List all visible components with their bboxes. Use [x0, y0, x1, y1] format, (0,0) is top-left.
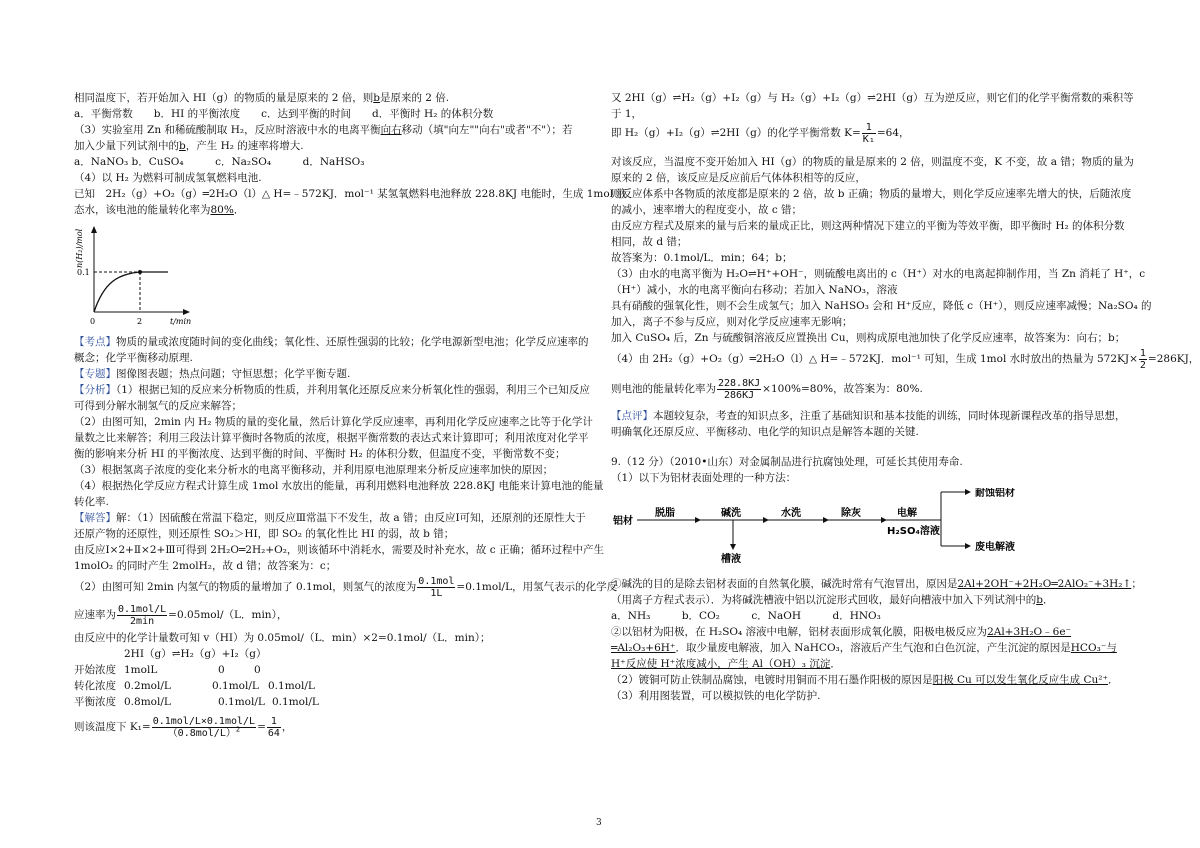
text-line: a．NH₃ b．CO₂ c．NaOH d．HNO₃: [611, 610, 881, 622]
text-line: 又 2HI（g）⇌H₂（g）+I₂（g）与 H₂（g）+I₂（g）⇌2HI（g）互为逆反应，则它们的化学平衡常数的乘积等: [611, 92, 1134, 104]
text-line: 则该温度下 K₁= $\frac{\text{0.1mol/L×0.1mol/L}}{(0.8mol/L)^2}$ = $\frac{1}{64}$ ，: [74, 715, 293, 739]
text-line: （3）利用图装置，可以模拟铁的电化学防护.: [611, 690, 821, 702]
text-line: 【点评】本题较复杂，考查的知识点多，注重了基础知识和基本技能的训练，同时体现新课程改革的指导思想，: [611, 410, 1126, 422]
text-line: 的减小，速率增大的程度变小，故 c 错；: [611, 204, 803, 216]
y-tick: 0.1: [77, 268, 90, 277]
text-line: a．平衡常数 b．HI 的平衡浓度 c．达到平衡的时间 d．平衡时 H₂ 的体积分数: [74, 108, 494, 120]
text-line: （3）实验室用 Zn 和稀硫酸制取 H₂，反应时溶液中水的电离平衡向右移动（填"向左""向右"或者"不"）；若: [74, 124, 573, 136]
text-line: 加入 CuSO₄ 后，Zn 与硫酸铜溶液反应置换出 Cu，则构成原电池加快了化学反应速率，故答案为：向右；b；: [611, 332, 1126, 344]
flow-waste: 槽液: [721, 554, 741, 565]
x-tick: 2: [137, 317, 143, 326]
answer: H⁺反应使 H⁺浓度减小，产生 Al（OH）₃ 沉淀: [611, 658, 831, 670]
text-line: H⁺反应使 H⁺浓度减小，产生 Al（OH）₃ 沉淀．: [611, 658, 841, 670]
text-line: 还原产物的还原性，则还原性 SO₂＞HI，即 SO₂ 的氧化性比 HI 的弱，故 b 错；: [74, 528, 455, 540]
text-line: ①碱洗的目的是除去铝材表面的自然氧化膜，碱洗时常有气泡冒出，原因是2Al+2OH⁻+2H₂O═2AlO₂⁻+3H₂↑；: [611, 578, 1142, 590]
text-line: 【专题】图像图表题；热点问题；守恒思想；化学平衡专题.: [74, 368, 351, 380]
table-cell: 0: [218, 664, 225, 676]
fraction: $\frac{\text{0.1mol/L}}{2\min}$: [118, 603, 167, 627]
table-cell: 0.8mol/L: [124, 696, 171, 708]
text-line: 相同温度下，若开始加入 HI（g）的物质的量是原来的 2 倍，则b是原来的 2 倍.: [74, 92, 450, 104]
text-line: 则电池的能量转化率为 $\frac{228.8KJ}{286KJ}$ ×100%=80%，故答案为：80%.: [611, 377, 923, 401]
row-label: 平衡浓度: [74, 696, 116, 708]
answer: 2Al+3H₂O﹣6e⁻: [987, 626, 1072, 638]
text-line: 由反应方程式及原来的量与后来的量成正比，则这两种情况下建立的平衡为等效平衡，即平衡时 H₂ 的体积分数: [611, 220, 1125, 232]
point: [138, 270, 142, 274]
process-flow-diagram: [611, 488, 1031, 566]
text-line: 加入，离子不参与反应，则对化学反应速率无影响；: [611, 316, 853, 328]
flow-step: 脱脂: [655, 508, 675, 519]
text-line: a．NaNO₃ b．CuSO₄ c．Na₂SO₄ d．NaHSO₃: [74, 156, 365, 168]
x-origin: 0: [90, 317, 96, 326]
table-cell: 0: [254, 664, 261, 676]
text-line: （用离子方程式表示）．为将碱洗槽液中铝以沉淀形式回收，最好向槽液中加入下列试剂中的b．: [611, 594, 1054, 606]
text-line: 具有硝酸的强氧化性，则不会生成氢气；加入 NaHSO₃ 会和 H⁺反应，降低 c（H⁺），则反应速率减慢；Na₂SO₄ 的: [611, 300, 1152, 312]
text-line: 明确氧化还原反应、平衡移动、电化学的知识点是解答本题的关键.: [611, 426, 919, 438]
fraction: $\frac{1}{2}$: [1139, 347, 1146, 371]
answer: b: [373, 92, 380, 104]
text-line: 【分析】（1）根据已知的反应来分析物质的性质，并利用氧化还原反应来分析氧化性的强弱，利用三个已知反应: [74, 384, 590, 396]
table-cell: 0.2mol/L: [124, 680, 171, 692]
zhuanti-tag: 【专题】: [74, 368, 116, 380]
text-line: （2）由图可知，2min 内 H₂ 物质的量的变化量，然后计算化学反应速率，再利用化学反应速率之比等于化学计: [74, 416, 593, 428]
text-line: （2）镀铜可防止铁制品腐蚀，电镀时用铜而不用石墨作阳极的原因是阳极 Cu 可以发生氧化反应生成 Cu²⁺．: [611, 674, 1119, 686]
answer: b: [1036, 594, 1043, 606]
text-line: 概念；化学平衡移动原理.: [74, 352, 193, 364]
text-line: （3）根据氢离子浓度的变化来分析水的电离平衡移动，并利用原电池原理来分析反应速率加快的原因；: [74, 464, 554, 476]
answer: 2Al+2OH⁻+2H₂O═2AlO₂⁻+3H₂↑: [957, 578, 1132, 590]
row-label: 转化浓度: [74, 680, 116, 692]
fraction: $\frac{1}{64}$: [267, 715, 280, 739]
fraction: $\frac{\text{0.1mol/L×0.1mol/L}}{(0.8mol/L)^2}$: [152, 715, 256, 739]
text-line: （4）由 2H₂（g）+O₂（g）═2H₂O（l）△ H=﹣572KJ．mol⁻¹ 可知，生成 1mol 水时放出的热量为 572KJ× $\frac{1}{2}$ =286KJ，: [611, 347, 1200, 371]
text-line: 对该反应，当温度不变开始加入 HI（g）的物质的量是原来的 2 倍，则温度不变，K 不变，故 a 错；物质的量为: [611, 156, 1134, 168]
curve: [94, 272, 168, 312]
text-line: 应速率为 $\frac{\text{0.1mol/L}}{2\min}$ =0.05mol/（L．min），: [74, 603, 288, 627]
text-line: （2）由图可知 2min 内氢气的物质的量增加了 0.1mol，则氢气的浓度为 $\frac{\text{0.1mol}}{1L}$ =0.1mol/L，用氢气表示的化学反: [74, 575, 618, 599]
text-line: 即 H₂（g）+I₂（g）⇌2HI（g）的化学平衡常数 K= $\frac{1}{\text{K₁}}$ =64，: [611, 121, 910, 145]
answer: 80%: [210, 204, 234, 216]
text-line: （3）由水的电离平衡为 H₂O⇌H⁺+OH⁻，则硫酸电离出的 c（H⁺）对水的电离起抑制作用，当 Zn 消耗了 H⁺，c: [611, 268, 1146, 280]
fraction: $\frac{\text{0.1mol}}{1L}$: [418, 575, 455, 599]
text-line: 相同，故 d 错；: [611, 236, 688, 248]
x-axis-arrow: [183, 309, 190, 315]
text-line: 故答案为：0.1mol/L．min；64；b；: [611, 252, 793, 264]
text-line: ═Al₂O₃+6H⁺．取少量废电解液，加入 NaHCO₃，溶液后产生气泡和白色沉淀，产生沉淀的原因是HCO₃⁻与: [611, 642, 1117, 654]
text-line: （H⁺）减小，水的电离平衡向右移动；若加入 NaNO₃，溶液: [611, 284, 898, 296]
answer: 阳极 Cu 可以发生氧化反应生成 Cu²⁺: [932, 674, 1109, 686]
jieda-tag: 【解答】: [74, 512, 116, 524]
flow-output: 废电解液: [975, 542, 1015, 553]
text-line: （4）以 H₂ 为燃料可制成氢氧燃料电池.: [74, 172, 262, 184]
flow-step-condition: H₂SO₄溶液: [887, 526, 940, 537]
x-label: t/min: [170, 317, 192, 326]
flow-step: 除灰: [841, 508, 861, 519]
fraction: $\frac{1}{\text{K₁}}$: [862, 121, 875, 145]
h2-time-graph: [74, 222, 194, 328]
text-line: 已知 2H₂（g）+O₂（g）═2H₂O（l）△ H=﹣572KJ．mol⁻¹ 某氢氧燃料电池释放 228.8KJ 电能时，生成 1mol 液: [74, 188, 627, 200]
text-line: 态水，该电池的能量转化率为80%．: [74, 204, 245, 216]
text-line: 由反应Ⅰ×2+Ⅱ×2+Ⅲ可得到 2H₂O═2H₂+O₂，则该循环中消耗水，需要及时补充水，故 c 正确；循环过程中产生: [74, 544, 604, 556]
text-line: 原来的 2 倍，该反应是反应前后气体体积相等的反应，: [611, 172, 866, 184]
text-line: 加入少量下列试剂中的b，产生 H₂ 的速率将增大.: [74, 140, 304, 152]
text-line: （4）根据热化学反应方程式计算生成 1mol 水放出的能量，再利用燃料电池释放 228.8KJ 电能来计算电池的能量: [74, 480, 604, 492]
text-line: 由反应中的化学计量数可知 v（HI）为 0.05mol/（L．min）×2=0.1mol/（L．min）；: [74, 632, 491, 644]
table-cell: 0.1mol/L: [268, 680, 315, 692]
text-line: 则反应体系中各物质的浓度都是原来的 2 倍，故 b 正确；物质的量增大，则化学反应速率先增大的快，后随浓度: [611, 188, 1132, 200]
answer: ═Al₂O₃+6H⁺: [611, 642, 676, 654]
text-line: 转化率.: [74, 496, 109, 508]
text-line: 【解答】解：（1）因硫酸在常温下稳定，则反应Ⅲ常温下不发生，故 a 错；由反应Ⅰ可知，还原剂的还原性大于: [74, 512, 586, 524]
dianping-tag: 【点评】: [611, 410, 653, 422]
table-cell: 0.1mol/L: [212, 680, 259, 692]
answer: HCO₃⁻与: [1070, 642, 1117, 654]
text-line: 可得到分解水制氢气的反应来解答；: [74, 400, 242, 412]
table-cell: 0.1mol/L: [272, 696, 319, 708]
table-cell: 0.1mol/L: [218, 696, 265, 708]
text-line: 于 1，: [611, 108, 643, 120]
y-axis-arrow: [91, 226, 97, 233]
equation: 2HI（g）⇌H₂（g）+I₂（g）: [124, 648, 267, 660]
flow-step: 电解: [897, 508, 917, 519]
flow-start: 铝材: [613, 516, 633, 527]
text-line: （1）以下为铝材表面处理的一种方法：: [611, 472, 797, 484]
flow-output: 耐蚀铝材: [975, 488, 1015, 499]
flow-step: 碱洗: [721, 508, 741, 519]
answer: b: [179, 140, 186, 152]
question-title: 9.（12 分）（2010•山东）对金属制品进行抗腐蚀处理，可延长其使用寿命.: [611, 456, 963, 468]
text-line: 量数之比来解答；利用三段法计算平衡时各物质的浓度，根据平衡常数的表达式来计算即可；利用浓度对化学平: [74, 432, 589, 444]
text-line: 1molO₂ 的同时产生 2molH₂，故 d 错；故答案为：c；: [74, 560, 337, 572]
row-label: 开始浓度: [74, 664, 116, 676]
page-number: 3: [596, 818, 602, 828]
text-line: 衡的影响来分析 HI 的平衡浓度、达到平衡的时间、平衡时 H₂ 的体积分数，但温度不变，平衡常数不变；: [74, 448, 566, 460]
kaodian-tag: 【考点】: [74, 336, 116, 348]
flow-step: 水洗: [781, 508, 801, 519]
text-line: 【考点】物质的量或浓度随时间的变化曲线；氧化性、还原性强弱的比较；化学电源新型电池；化学反应速率的: [74, 336, 589, 348]
answer: 向右: [380, 124, 402, 136]
fenxi-tag: 【分析】: [74, 384, 116, 396]
y-label: n(H₂)/mol: [75, 228, 84, 268]
fraction: $\frac{228.8KJ}{286KJ}$: [718, 377, 761, 401]
text-line: ②以铝材为阳极，在 H₂SO₄ 溶液中电解，铝材表面形成氧化膜，阳极电极反应为2Al+3H₂O﹣6e⁻: [611, 626, 1072, 638]
table-cell: 1molL: [124, 664, 158, 676]
